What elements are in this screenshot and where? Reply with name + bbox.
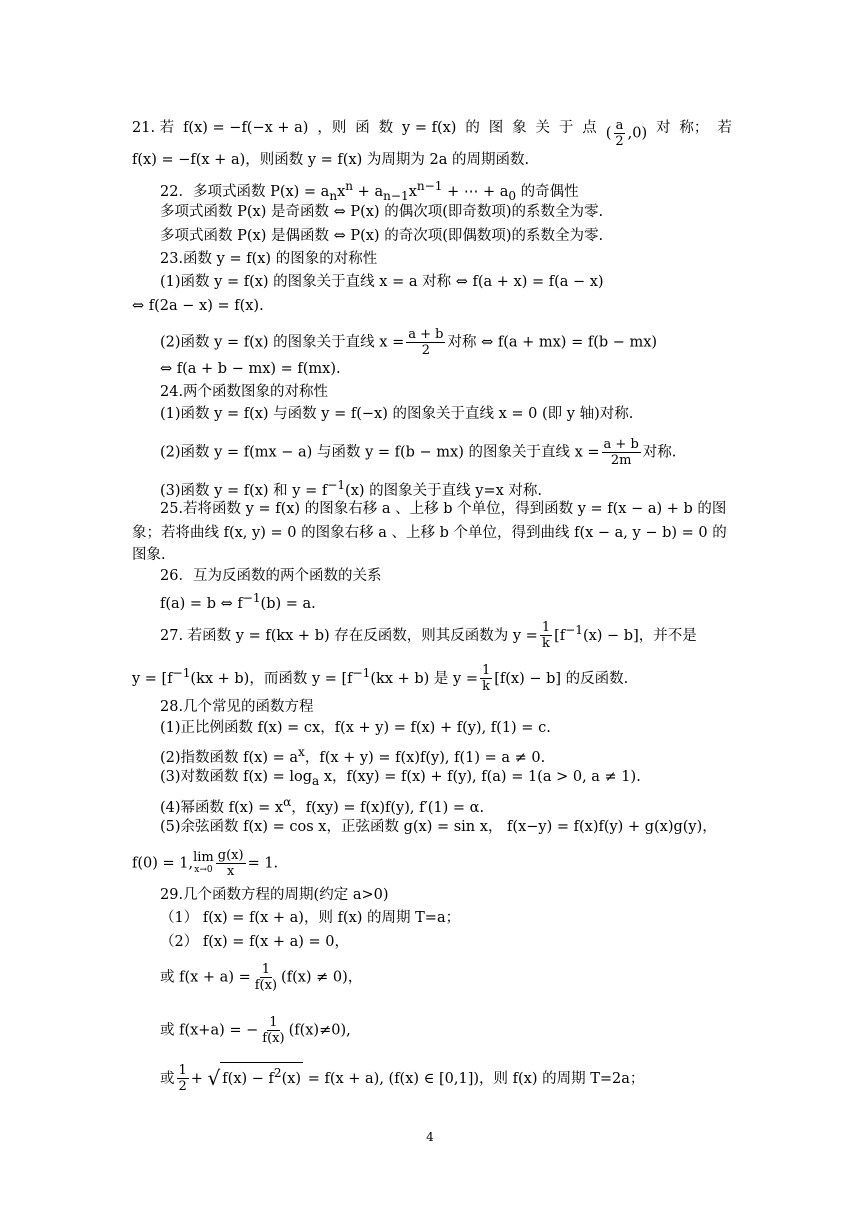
page-number: 4 [426, 1130, 434, 1144]
item-25-line-1: 25.若将函数 y = f(x) 的图象右移 a 、上移 b 个单位，得到函数 y = f(x − a) + b 的图 [160, 501, 727, 517]
item-23-part-2b: ⇔ f(a + b − mx) = f(mx). [160, 361, 341, 377]
item-29-part-2: （2） f(x) = f(x + a) = 0， [160, 934, 350, 950]
item-29-title: 29.几个函数方程的周期(约定 a>0) [160, 887, 389, 903]
item-28-part-3: (3)对数函数 $f(x) = \log_a x$，f(xy) = f(x) + f(y), f(a) = 1(a > 0, a ≠ 1). [160, 769, 641, 788]
item-25-line-2: 象；若将曲线 f(x, y) = 0 的图象右移 a 、上移 b 个单位，得到曲线 f(x − a, y − b) = 0 的 [132, 525, 727, 541]
item-23-part-2: (2)函数 y = f(x) 的图象关于直线 x = $\frac{a + b}{2}$ 对称 ⇔ f(a + mx) = f(b − mx) [160, 327, 658, 358]
item-22-even: 多项式函数 P(x) 是偶函数 ⇔ P(x) 的奇次项(即偶数项)的系数全为零. [160, 228, 604, 244]
item-24-part-3: (3)函数 y = f(x) 和 $y = f^{-1}(x)$ 的图象关于直线 y=x 对称. [160, 478, 543, 499]
item-29-part-1: （1） f(x) = f(x + a)，则 f(x) 的周期 T=a； [160, 910, 461, 926]
item-24-title: 24.两个函数图象的对称性 [160, 384, 329, 400]
item-22-title: 22．多项式函数 $P(x) = a_nx^n + a_{n-1}x^{n-1}$ + ⋯ + $a_0$ 的奇偶性 [160, 179, 579, 203]
item-28-title: 28.几个常见的函数方程 [160, 699, 314, 715]
item-28-part-4: (4)幂函数 $f(x) = x^\alpha$，f(xy) = f(x)f(y), f′(1) = α. [160, 795, 485, 816]
item-28-part-2: (2)指数函数 $f(x) = a^x$，f(x + y) = f(x)f(y), f(1) = a ≠ 0. [160, 745, 546, 766]
item-21-line-2: f(x) = −f(x + a)，则函数 y = f(x) 为周期为 2a 的周期函数. [132, 152, 530, 168]
item-24-part-2: (2)函数 y = f(mx − a) 与函数 y = f(b − mx) 的图象关于直线 x = $\frac{a + b}{2m}$ 对称. [160, 437, 677, 468]
item-23-part-1: (1)函数 y = f(x) 的图象关于直线 x = a 对称 ⇔ f(a + x) = f(a − x) [160, 274, 604, 290]
item-28-part-1: (1)正比例函数 f(x) = cx，f(x + y) = f(x) + f(y), f(1) = c. [160, 720, 551, 736]
item-29-part-2d: 或 $\frac{1}{2}$ + √ $f(x) - f^2(x) = f(x + a)$, (f(x) ∈ [0,1])，则 f(x) 的周期 T=2a； [160, 1063, 645, 1095]
item-21-line-1: 21. 若 f(x) = −f(−x + a) ，则 函 数 y = f(x) 的 图 象 关 于 点 ( $\frac{a}{2}$ ,0) 对 称； 若 [132, 118, 732, 149]
item-26-formula: f(a) = b ⇔ $f^{-1}(b) = a$. [160, 591, 316, 612]
item-22-odd: 多项式函数 P(x) 是奇函数 ⇔ P(x) 的偶次项(即奇数项)的系数全为零. [160, 204, 604, 220]
item-25-line-3: 图象. [132, 547, 166, 563]
item-26-title: 26．互为反函数的两个函数的关系 [160, 568, 382, 584]
item-23-part-1b: ⇔ f(2a − x) = f(x). [132, 298, 264, 314]
item-23-title: 23.函数 y = f(x) 的图象的对称性 [160, 251, 378, 267]
item-29-part-2c: 或 f(x+a) = − $\frac{1}{f(x)}$ (f(x)≠0), [160, 1015, 351, 1046]
item-29-part-2b: 或 f(x + a) = $\frac{1}{f(x)}$ (f(x) ≠ 0)， [160, 962, 363, 993]
item-27-line-1: 27. 若函数 y = f(kx + b) 存在反函数，则其反函数为 y = $\frac{1}{k}$ $[f^{-1}(x) - b]$，并不是 [160, 620, 697, 652]
item-27-line-2: $y = [f^{-1}(kx + b)$，而函数 $y = [f^{-1}(kx + b)$ 是 y = $\frac{1}{k}$ [f(x) − b] 的反函数. [132, 663, 629, 695]
item-28-part-5: (5)余弦函数 f(x) = cos x，正弦函数 g(x) = sin x， f(x−y) = f(x)f(y) + g(x)g(y)， [160, 819, 717, 835]
item-28-part-5b: f(0) = 1, lim x→0 $\frac{g(x)}{x}$ = 1. [132, 848, 279, 879]
item-24-part-1: (1)函数 y = f(x) 与函数 y = f(−x) 的图象关于直线 x = 0 (即 y 轴)对称. [160, 406, 634, 422]
